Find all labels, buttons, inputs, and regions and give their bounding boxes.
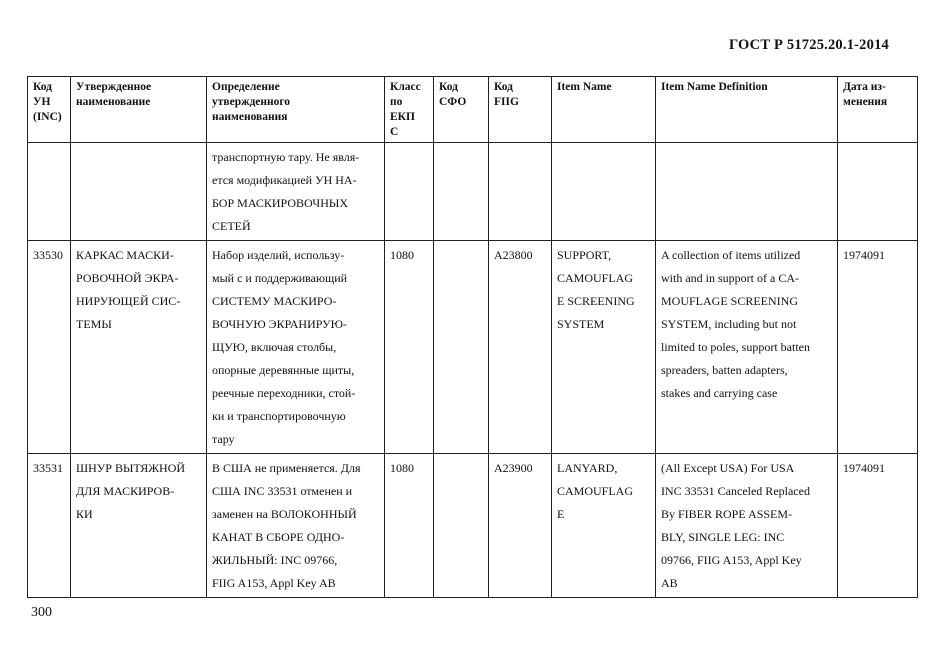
cell-class bbox=[385, 143, 434, 241]
cell-text-line: LANYARD, bbox=[557, 461, 618, 475]
cell-text-line: ВОЧНУЮ ЭКРАНИРУЮ- bbox=[212, 317, 347, 331]
cell-item-name bbox=[552, 454, 656, 598]
cell-text-line: MOUFLAGE SCREENING bbox=[661, 294, 799, 308]
header-approved-name bbox=[71, 77, 207, 143]
cell-text-line: КИ bbox=[76, 507, 93, 521]
cell-text-line: A23900 bbox=[494, 461, 533, 475]
cell-text-line: ЖИЛЬНЫЙ: INC 09766, bbox=[212, 553, 338, 567]
cell-text-line: ДЛЯ МАСКИРОВ- bbox=[76, 484, 175, 498]
cell-text-line: E SCREENING bbox=[557, 294, 635, 308]
header-line: (INC) bbox=[33, 111, 62, 123]
header-line: наименование bbox=[76, 96, 151, 108]
cell-date bbox=[838, 454, 918, 598]
header-row bbox=[28, 77, 918, 143]
cell-class bbox=[385, 454, 434, 598]
cell-text-line: ТЕМЫ bbox=[76, 317, 112, 331]
cell-item-def bbox=[656, 143, 838, 241]
cell-name bbox=[71, 454, 207, 598]
cell-text-line: КАНАТ В СБОРЕ ОДНО- bbox=[212, 530, 345, 544]
cell-class bbox=[385, 241, 434, 454]
cell-date bbox=[838, 241, 918, 454]
cell-text-line: КАРКАС МАСКИ- bbox=[76, 248, 174, 262]
cell-fiig bbox=[489, 241, 552, 454]
cell-code bbox=[28, 241, 71, 454]
cell-fiig bbox=[489, 454, 552, 598]
standard-designation: ГОСТ Р 51725.20.1-2014 bbox=[728, 37, 889, 53]
header-name-definition bbox=[207, 77, 385, 143]
cell-text-line: AB bbox=[661, 576, 678, 590]
header-line: Item Name bbox=[557, 81, 612, 93]
cell-definition bbox=[207, 241, 385, 454]
cell-text-line: ЩУЮ, включая столбы, bbox=[212, 340, 337, 354]
cell-item-name bbox=[552, 143, 656, 241]
cell-name bbox=[71, 143, 207, 241]
table-row bbox=[28, 241, 918, 454]
header-line: Item Name Definition bbox=[661, 81, 768, 93]
cell-code bbox=[28, 143, 71, 241]
cell-sfo bbox=[434, 143, 489, 241]
header-item-name-definition bbox=[656, 77, 838, 143]
header-code-inc bbox=[28, 77, 71, 143]
header-line: Код bbox=[33, 81, 53, 93]
cell-text-line: заменен на ВОЛОКОННЫЙ bbox=[212, 507, 357, 521]
cell-text-line: By FIBER ROPE ASSEM- bbox=[661, 507, 793, 521]
cell-text-line: spreaders, batten adapters, bbox=[661, 363, 788, 377]
cell-fiig bbox=[489, 143, 552, 241]
cell-text-line: FIIG A153, Appl Key AB bbox=[212, 576, 336, 590]
cell-sfo bbox=[434, 241, 489, 454]
cell-text-line: США INC 33531 отменен и bbox=[212, 484, 353, 498]
cell-text-line: SUPPORT, bbox=[557, 248, 612, 262]
catalog-table bbox=[27, 76, 918, 598]
cell-text-line: 1080 bbox=[390, 248, 414, 262]
cell-text-line: CAMOUFLAG bbox=[557, 484, 634, 498]
header-line: СФО bbox=[439, 96, 467, 108]
header-line: С bbox=[390, 126, 399, 138]
table-row bbox=[28, 454, 918, 598]
cell-text-line: транспортную тару. Не явля- bbox=[212, 150, 360, 164]
cell-text-line: мый с и поддерживающий bbox=[212, 271, 348, 285]
header-line: УН bbox=[33, 96, 51, 108]
cell-text-line: SYSTEM bbox=[557, 317, 605, 331]
cell-text-line: Набор изделий, использу- bbox=[212, 248, 345, 262]
table-row bbox=[28, 143, 918, 241]
cell-text-line: СИСТЕМУ МАСКИРО- bbox=[212, 294, 337, 308]
cell-definition bbox=[207, 143, 385, 241]
cell-definition bbox=[207, 454, 385, 598]
cell-text-line: БОР МАСКИРОВОЧНЫХ bbox=[212, 196, 349, 210]
cell-text-line: 33531 bbox=[33, 461, 63, 475]
cell-item-def bbox=[656, 454, 838, 598]
cell-text-line: SYSTEM, including but not bbox=[661, 317, 797, 331]
cell-text-line: СЕТЕЙ bbox=[212, 219, 251, 233]
cell-text-line: 33530 bbox=[33, 248, 63, 262]
cell-name bbox=[71, 241, 207, 454]
cell-text-line: CAMOUFLAG bbox=[557, 271, 634, 285]
header-line: Дата из- bbox=[843, 81, 886, 93]
cell-text-line: 1974091 bbox=[843, 248, 885, 262]
cell-text-line: В США не применяется. Для bbox=[212, 461, 361, 475]
cell-text-line: INC 33531 Canceled Replaced bbox=[661, 484, 810, 498]
header-change-date bbox=[838, 77, 918, 143]
cell-text-line: 09766, FIIG A153, Appl Key bbox=[661, 553, 802, 567]
cell-text-line: тару bbox=[212, 432, 235, 446]
cell-text-line: A collection of items utilized bbox=[661, 248, 801, 262]
cell-text-line: ки и транспортировочную bbox=[212, 409, 346, 423]
cell-text-line: (All Except USA) For USA bbox=[661, 461, 795, 475]
cell-item-name bbox=[552, 241, 656, 454]
header-line: Определение bbox=[212, 81, 280, 93]
cell-date bbox=[838, 143, 918, 241]
header-line: ЕКП bbox=[390, 111, 415, 123]
cell-text-line: ется модификацией УН НА- bbox=[212, 173, 357, 187]
cell-sfo bbox=[434, 454, 489, 598]
header-line: утвержденного bbox=[212, 96, 291, 108]
cell-text-line: with and in support of a CA- bbox=[661, 271, 799, 285]
cell-text-line: E bbox=[557, 507, 565, 521]
header-line: Утвержденное bbox=[76, 81, 152, 93]
cell-text-line: НИРУЮЩЕЙ СИС- bbox=[76, 294, 181, 308]
header-class bbox=[385, 77, 434, 143]
cell-text-line: 1974091 bbox=[843, 461, 885, 475]
page-number: 300 bbox=[31, 605, 52, 620]
header-item-name bbox=[552, 77, 656, 143]
header-line: Класс bbox=[390, 81, 421, 93]
cell-text-line: limited to poles, support batten bbox=[661, 340, 810, 354]
header-line: Код bbox=[439, 81, 459, 93]
cell-text-line: РОВОЧНОЙ ЭКРА- bbox=[76, 271, 179, 285]
cell-code bbox=[28, 454, 71, 598]
cell-text-line: 1080 bbox=[390, 461, 414, 475]
cell-text-line: ШНУР ВЫТЯЖНОЙ bbox=[76, 461, 186, 475]
cell-item-def bbox=[656, 241, 838, 454]
header-code-sfo bbox=[434, 77, 489, 143]
header-code-fiig bbox=[489, 77, 552, 143]
header-line: Код bbox=[494, 81, 514, 93]
header-line: менения bbox=[843, 96, 888, 108]
header-line: FIIG bbox=[494, 96, 519, 108]
header-line: по bbox=[390, 96, 403, 108]
header-line: наименования bbox=[212, 111, 288, 123]
cell-text-line: опорные деревянные щиты, bbox=[212, 363, 355, 377]
cell-text-line: реечные переходники, стой- bbox=[212, 386, 356, 400]
cell-text-line: BLY, SINGLE LEG: INC bbox=[661, 530, 785, 544]
cell-text-line: A23800 bbox=[494, 248, 533, 262]
cell-text-line: stakes and carrying case bbox=[661, 386, 778, 400]
